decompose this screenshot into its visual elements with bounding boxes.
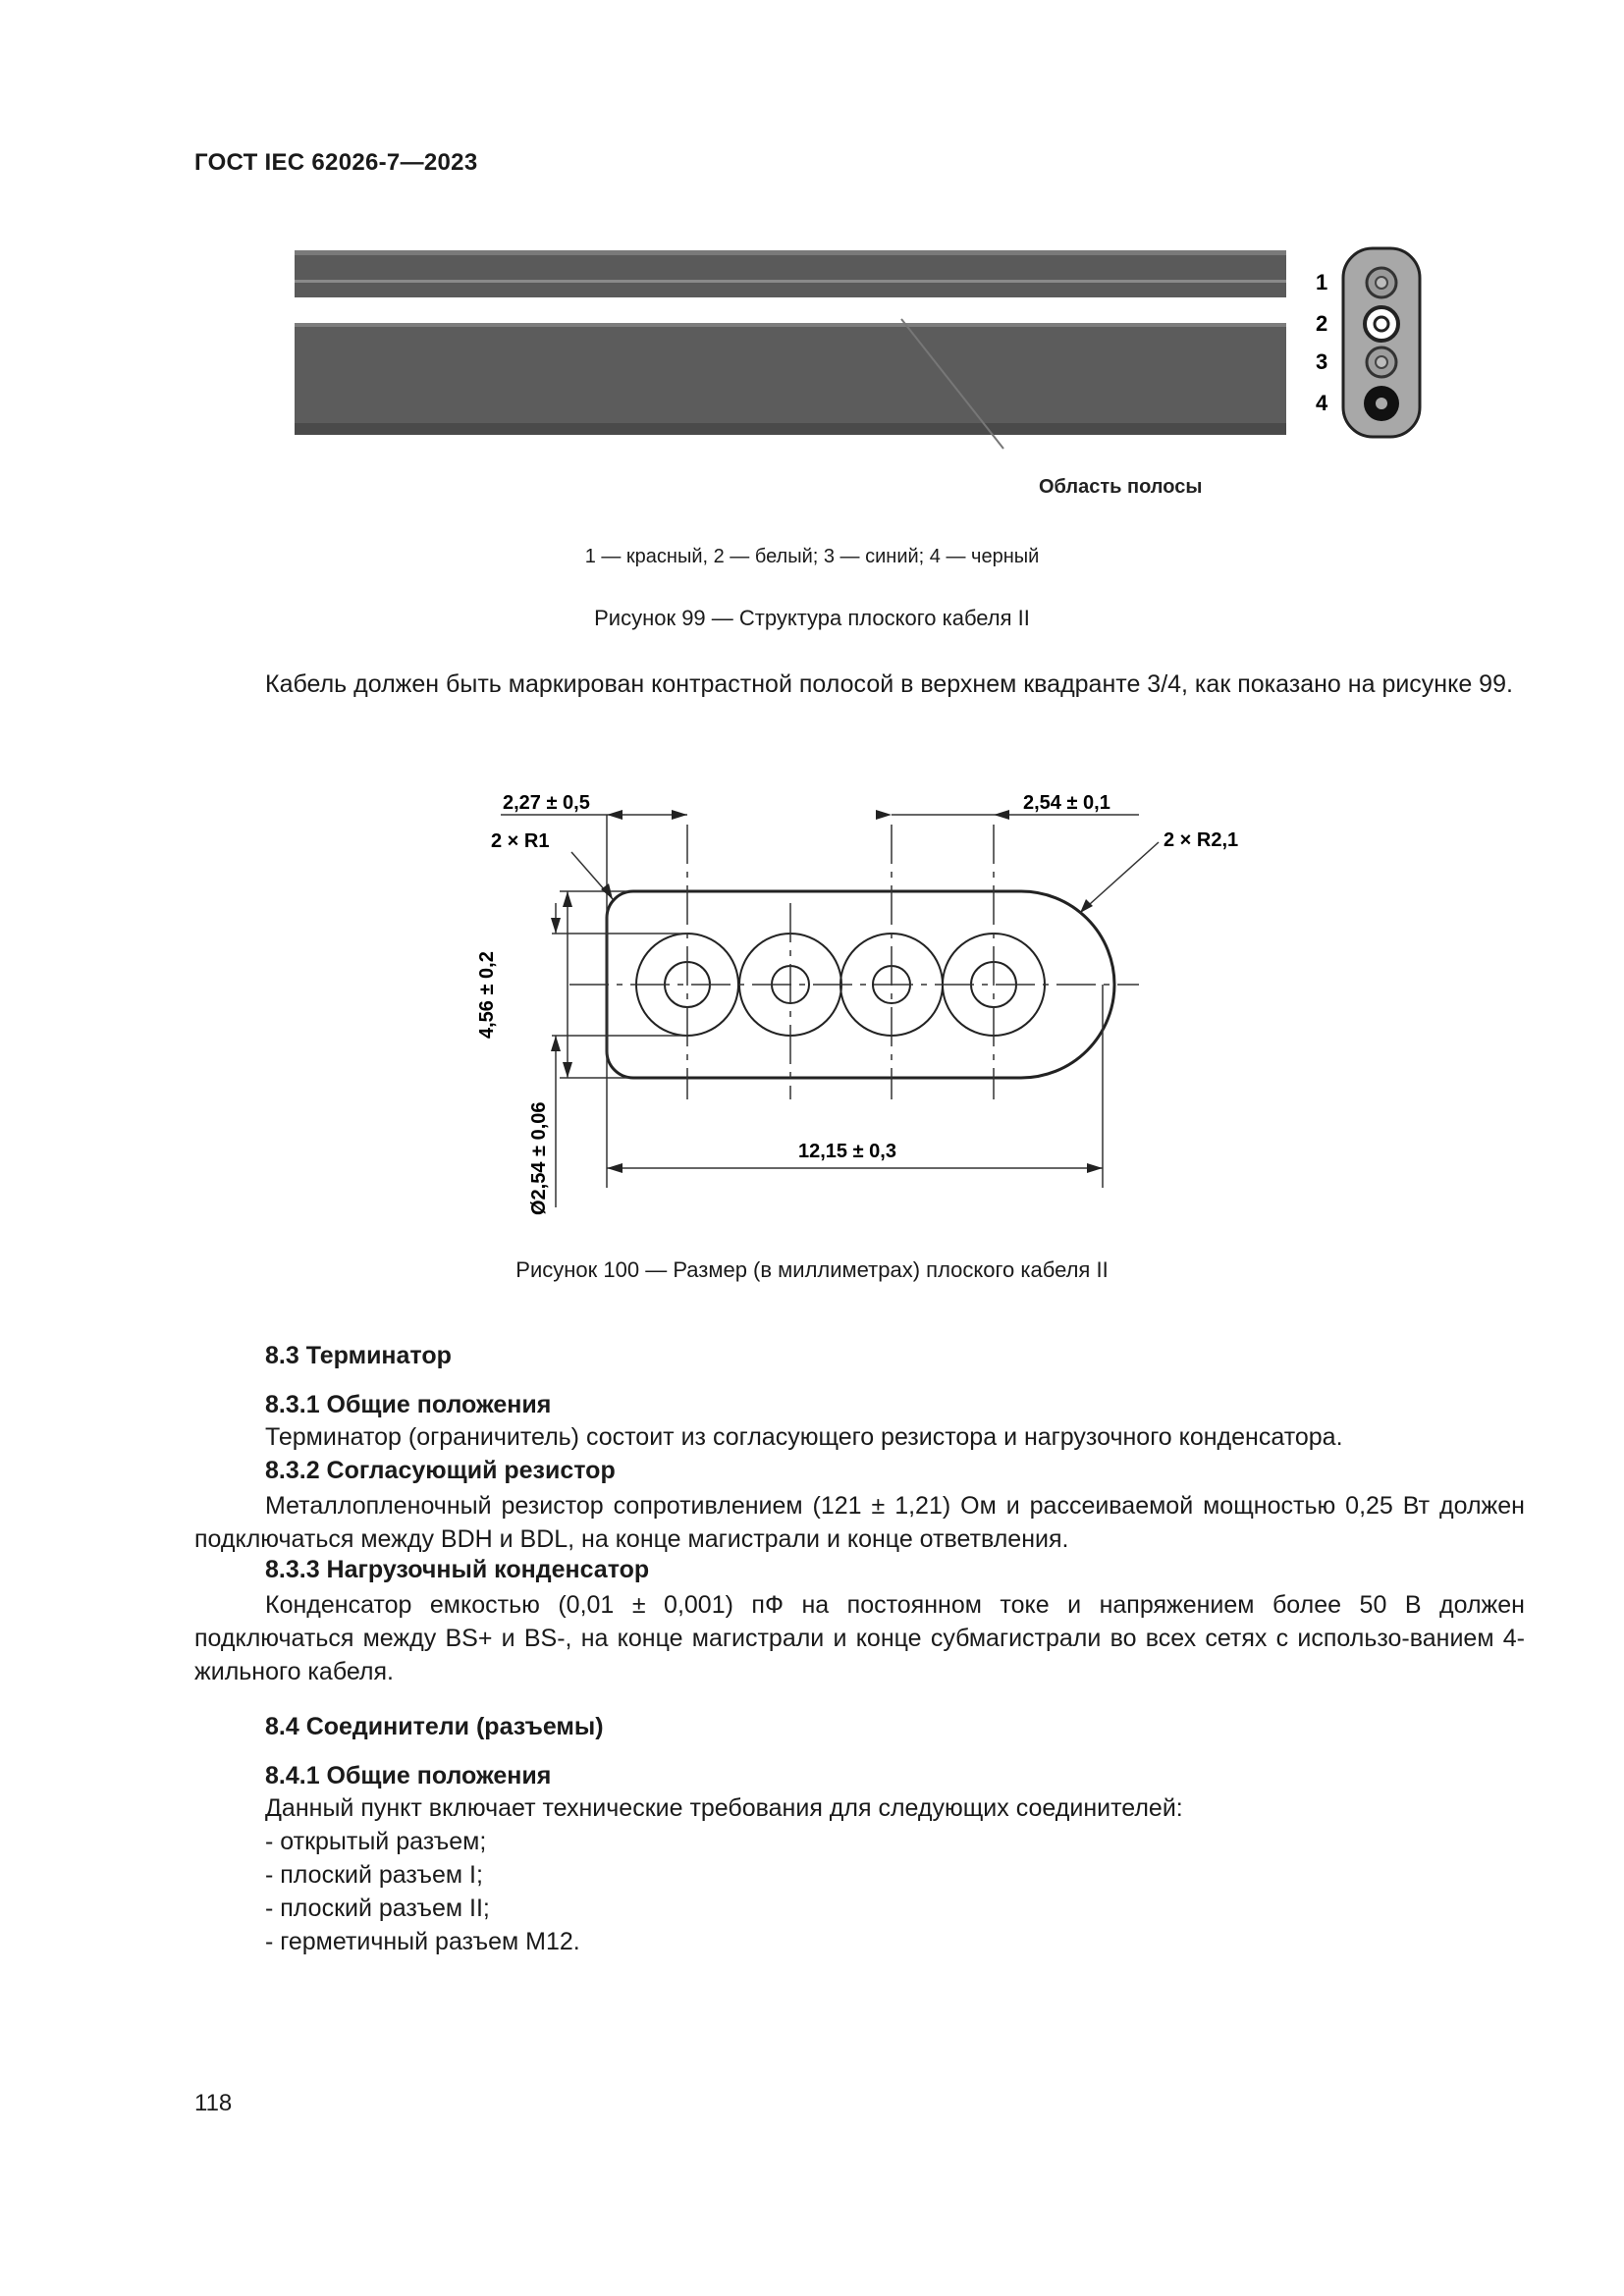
list-item: - герметичный разъем М12. [265,1928,580,1955]
wire-number-3: 3 [1316,349,1328,374]
radius-large-label: 2 × R2,1 [1164,829,1239,851]
heading-8-3: 8.3 Терминатор [265,1342,452,1369]
cable-top-band [295,250,1286,297]
dim-height: 4,56 ± 0,2 [476,951,498,1039]
heading-8-3-1: 8.3.1 Общие положения [265,1391,552,1418]
heading-8-3-2: 8.3.2 Согласующий резистор [265,1457,616,1484]
dim-left-offset: 2,27 ± 0,5 [503,792,590,814]
text-8-3-2: Металлопленочный резистор сопротивлением (121 ± 1,21) Ом и рассеиваемой мощностью 0,25 Вт должен подключаться между BDH и BDL, на конце магистрали и конце ответвления. [194,1492,1525,1553]
figure-99-caption: Рисунок 99 — Структура плоского кабеля II [594,606,1030,630]
dim-diameter: Ø2,54 ± 0,06 [528,1101,550,1215]
wire-number-1: 1 [1316,270,1328,294]
figure-99-cable-structure [295,240,1434,506]
cable-cross-section [1343,248,1420,437]
heading-8-4-1: 8.4.1 Общие положения [265,1762,552,1789]
text-8-3-1: Терминатор (ограничитель) состоит из согласующего резистора и нагрузочного конденсатора. [265,1423,1343,1451]
stripe-area-label: Область полосы [1039,476,1203,498]
heading-8-4: 8.4 Соединители (разъемы) [265,1713,604,1740]
figure-100-caption: Рисунок 100 — Размер (в миллиметрах) плоского кабеля II [515,1257,1109,1282]
paragraph-marking: Кабель должен быть маркирован контрастной полосой в верхнем квадранте 3/4, как показано на рисунке 99. [265,670,1513,698]
standard-code-header: ГОСТ IEC 62026-7—2023 [194,149,478,176]
text-8-4-1: Данный пункт включает технические требования для следующих соединителей: [265,1794,1183,1822]
wire-number-4: 4 [1316,391,1328,415]
wire-number-2: 2 [1316,311,1328,336]
figure-100-dimension-drawing [432,775,1267,1227]
list-item: - плоский разъем II; [265,1895,490,1922]
figure-99-legend: 1 — красный, 2 — белый; 3 — синий; 4 — черный [584,546,1040,567]
cable-stripe-area [295,297,1286,323]
radius-small-label: 2 × R1 [491,830,550,852]
text-8-3-3: Конденсатор емкостью (0,01 ± 0,001) пФ на постоянном токе и напряжением более 50 В должен подключаться между BS+ и BS-, на конце магистрали и конце субмагистрали во всех сетях с использо-ванием 4-жильного кабеля. [194,1591,1525,1685]
heading-8-3-3: 8.3.3 Нагрузочный конденсатор [265,1556,650,1583]
dim-width: 12,15 ± 0,3 [798,1141,896,1162]
list-item: - открытый разъем; [265,1828,487,1855]
cable-bottom-band [295,323,1286,435]
dim-pitch: 2,54 ± 0,1 [1023,792,1110,814]
list-item: - плоский разъем I; [265,1861,483,1889]
page-number: 118 [194,2090,233,2116]
